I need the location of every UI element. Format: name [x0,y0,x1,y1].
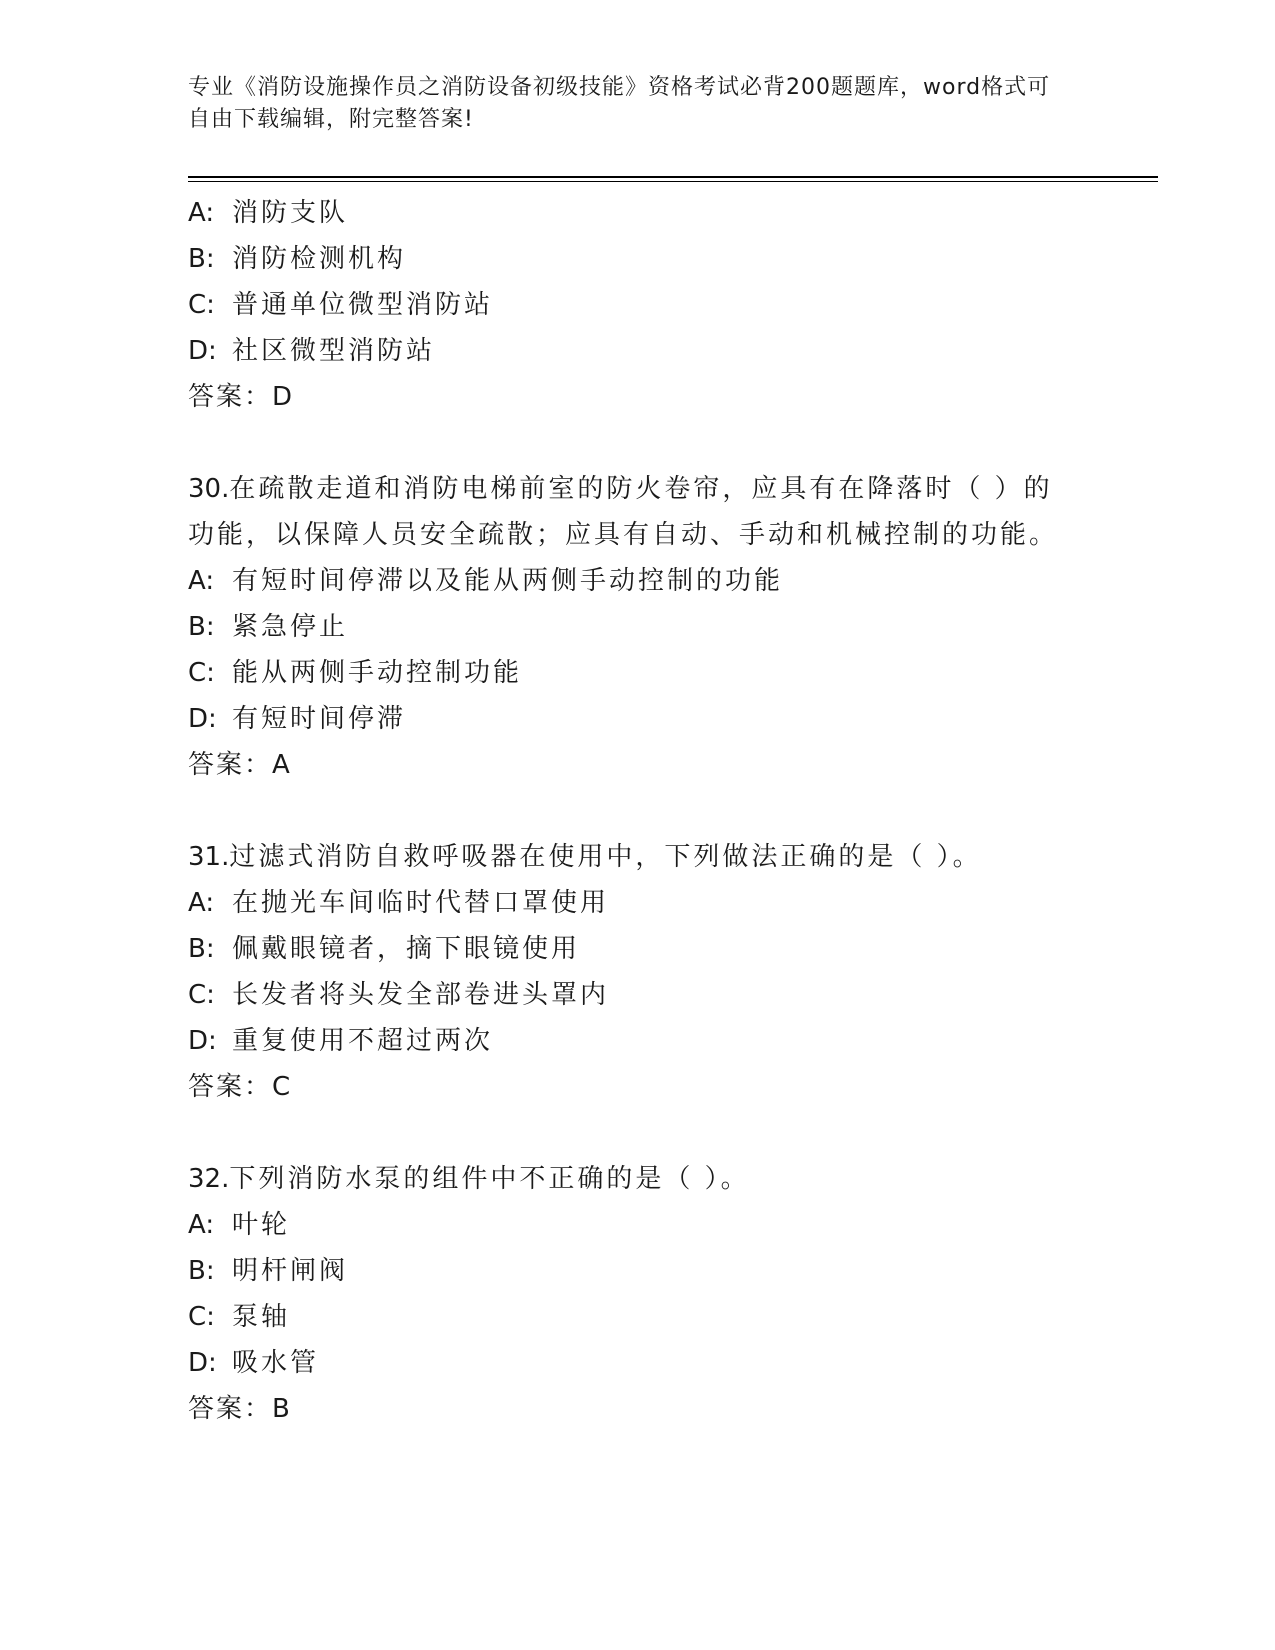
option-b [188,926,1088,972]
option-text: 在抛光车间临时代替口罩使用 [232,888,610,918]
option-key: B: [188,934,215,964]
option-key: C: [188,1302,215,1332]
option-d [188,1018,1088,1064]
option-c [188,1294,1088,1340]
option-key: A: [188,1210,215,1240]
option-a [188,880,1088,926]
question-stem-line: 过滤式消防自救呼吸器在使用中，下列做法正确的是（ ）。 [229,842,982,872]
question-stem-line: 下列消防水泵的组件中不正确的是（ ）。 [229,1164,750,1194]
option-text: 长发者将头发全部卷进头罩内 [232,980,610,1010]
option-key: B: [188,612,215,642]
option-b [188,1248,1088,1294]
question-list [188,190,1088,1432]
question-31 [188,834,1088,1110]
option-d [188,696,1088,742]
option-text: 消防检测机构 [232,244,407,274]
option-key: A: [188,566,215,596]
option-a [188,558,1088,604]
option-text: 泵轴 [232,1302,291,1332]
option-text: 普通单位微型消防站 [232,290,494,320]
question-continued [188,190,1088,420]
option-text: 有短时间停滞 [232,704,407,734]
question-number: 31. [188,842,230,872]
document-header: 专业《消防设施操作员之消防设备初级技能》资格考试必背200题题库，word格式可自由下载编辑，附完整答案! [188,75,1051,132]
option-b [188,236,1088,282]
option-a [188,1202,1088,1248]
answer-line: 答案：A [188,750,292,780]
option-text: 重复使用不超过两次 [232,1026,494,1056]
option-key: D: [188,704,217,734]
option-key: C: [188,980,215,1010]
header-divider [188,176,1158,182]
question-30 [188,466,1088,788]
answer-line: 答案：B [188,1394,292,1424]
question-32 [188,1156,1088,1432]
option-key: D: [188,1026,217,1056]
option-c [188,650,1088,696]
answer-line: 答案：D [188,382,295,412]
option-key: A: [188,198,215,228]
option-key: A: [188,888,215,918]
question-number: 30. [188,474,230,504]
question-stem [188,1156,1088,1202]
question-stem-line: 功能，以保障人员安全疏散；应具有自动、手动和机械控制的功能。 [188,520,1059,550]
question-stem [188,834,1088,880]
option-key: C: [188,658,215,688]
option-text: 叶轮 [232,1210,291,1240]
option-text: 有短时间停滞以及能从两侧手动控制的功能 [232,566,784,596]
question-number: 32. [188,1164,230,1194]
option-key: D: [188,336,217,366]
option-text: 消防支队 [232,198,349,228]
option-key: C: [188,290,215,320]
option-c [188,282,1088,328]
option-text: 能从两侧手动控制功能 [232,658,523,688]
option-key: B: [188,1256,215,1286]
question-stem [188,466,1088,512]
option-text: 紧急停止 [232,612,349,642]
option-text: 吸水管 [232,1348,320,1378]
option-a [188,190,1088,236]
option-text: 社区微型消防站 [232,336,436,366]
option-text: 明杆闸阀 [232,1256,349,1286]
answer-line: 答案：C [188,1072,293,1102]
question-stem-line: 在疏散走道和消防电梯前室的防火卷帘，应具有在降落时（ ）的 [229,474,1053,504]
option-key: D: [188,1348,217,1378]
option-d [188,328,1088,374]
option-key: B: [188,244,215,274]
option-c [188,972,1088,1018]
option-d [188,1340,1088,1386]
option-text: 佩戴眼镜者，摘下眼镜使用 [232,934,581,964]
option-b [188,604,1088,650]
